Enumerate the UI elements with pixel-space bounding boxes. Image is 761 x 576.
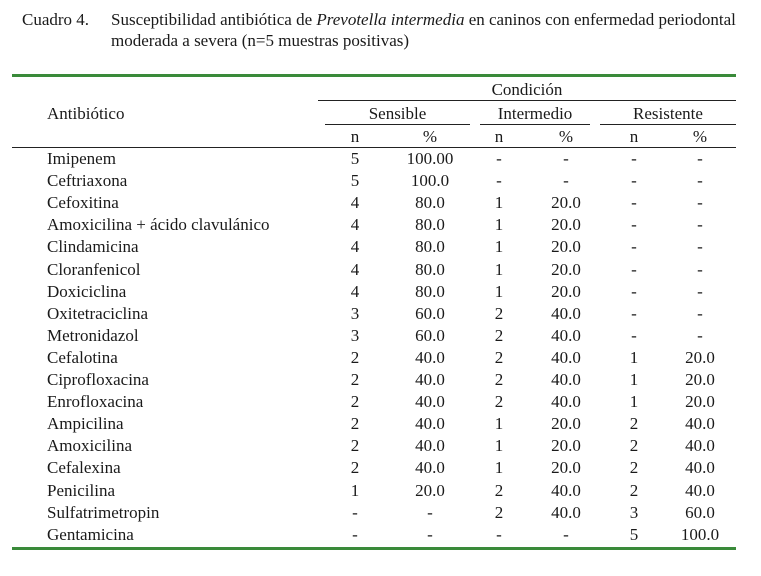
cell-n-resistente: 1 [629, 370, 639, 389]
cell-pct-intermedio: 20.0 [551, 215, 581, 234]
cell-n-sensible: 2 [350, 414, 360, 433]
cell-n-sensible: 1 [350, 481, 360, 500]
cell-pct-sensible: 40.0 [415, 348, 445, 367]
cell-n-intermedio: - [496, 525, 502, 544]
cell-n-resistente: 1 [629, 348, 639, 367]
row-antibiotic-name: Amoxicilina + ácido clavulánico [47, 215, 270, 234]
cell-n-intermedio: 1 [494, 414, 504, 433]
cell-pct-sensible: 60.0 [415, 326, 445, 345]
cell-n-intermedio: 2 [494, 392, 504, 411]
cell-n-resistente: - [631, 237, 637, 256]
cell-pct-intermedio: 20.0 [551, 282, 581, 301]
row-antibiotic-name: Clindamicina [47, 237, 139, 256]
caption-text-after: en caninos con enfermedad periodontal moderada a severa (n=5 muestras positivas) [111, 10, 736, 50]
row-antibiotic-name: Doxiciclina [47, 282, 127, 301]
cell-n-resistente: - [631, 215, 637, 234]
cell-pct-sensible: 100.0 [410, 171, 450, 190]
cell-pct-sensible: 100.00 [406, 149, 454, 168]
cell-pct-intermedio: - [563, 149, 569, 168]
cell-pct-sensible: 40.0 [415, 436, 445, 455]
cell-pct-resistente: 40.0 [685, 414, 715, 433]
cell-pct-intermedio: - [563, 171, 569, 190]
row-antibiotic-name: Ampicilina [47, 414, 124, 433]
cell-n-sensible: 5 [350, 171, 360, 190]
sub-pct-sensible: % [422, 127, 438, 146]
cell-pct-sensible: 80.0 [415, 282, 445, 301]
cell-n-intermedio: 1 [494, 215, 504, 234]
cell-pct-intermedio: 40.0 [551, 348, 581, 367]
cell-pct-resistente: 20.0 [685, 348, 715, 367]
caption-label: Cuadro 4. [22, 10, 90, 29]
cell-n-resistente: - [631, 326, 637, 345]
row-antibiotic-name: Amoxicilina [47, 436, 132, 455]
caption-species: Prevotella intermedia [316, 10, 465, 29]
cell-pct-sensible: - [427, 503, 433, 522]
cell-pct-resistente: 60.0 [685, 503, 715, 522]
cell-n-intermedio: 2 [494, 370, 504, 389]
cell-pct-resistente: 40.0 [685, 458, 715, 477]
cell-pct-resistente: - [697, 149, 703, 168]
header-antibiotic: Antibiótico [47, 104, 125, 123]
cell-n-intermedio: - [496, 149, 502, 168]
cell-pct-intermedio: 20.0 [551, 458, 581, 477]
cell-n-intermedio: 1 [494, 458, 504, 477]
cell-n-resistente: 5 [629, 525, 639, 544]
cell-pct-resistente: - [697, 260, 703, 279]
cell-pct-intermedio: 40.0 [551, 326, 581, 345]
cell-pct-sensible: 80.0 [415, 193, 445, 212]
cell-n-sensible: - [352, 525, 358, 544]
cell-n-sensible: 2 [350, 348, 360, 367]
cell-n-sensible: 4 [350, 237, 360, 256]
caption-text-before: Susceptibilidad antibiótica de [111, 10, 317, 29]
cell-pct-resistente: 100.0 [680, 525, 720, 544]
cell-pct-resistente: 40.0 [685, 481, 715, 500]
row-antibiotic-name: Sulfatrimetropin [47, 503, 160, 522]
row-antibiotic-name: Oxitetraciclina [47, 304, 149, 323]
row-antibiotic-name: Imipenem [47, 149, 116, 168]
cell-n-sensible: 2 [350, 370, 360, 389]
header-condition: Condición [491, 80, 563, 99]
cell-pct-sensible: 40.0 [415, 414, 445, 433]
group-intermedio: Intermedio [497, 104, 573, 123]
cell-pct-sensible: - [427, 525, 433, 544]
cell-pct-intermedio: - [563, 525, 569, 544]
cell-n-sensible: 5 [350, 149, 360, 168]
cell-n-sensible: 3 [350, 326, 360, 345]
cell-pct-resistente: - [697, 237, 703, 256]
cell-n-intermedio: 2 [494, 481, 504, 500]
cell-n-resistente: - [631, 171, 637, 190]
cell-n-intermedio: 1 [494, 260, 504, 279]
cell-pct-sensible: 80.0 [415, 237, 445, 256]
cell-pct-sensible: 40.0 [415, 370, 445, 389]
cell-pct-intermedio: 20.0 [551, 237, 581, 256]
cell-n-sensible: 4 [350, 215, 360, 234]
group-resistente: Resistente [633, 104, 703, 123]
cell-pct-sensible: 20.0 [415, 481, 445, 500]
cell-pct-resistente: - [697, 326, 703, 345]
cell-n-sensible: 4 [350, 282, 360, 301]
cell-n-intermedio: 2 [494, 304, 504, 323]
caption-text [111, 9, 751, 51]
cell-n-sensible: 2 [350, 436, 360, 455]
cell-pct-intermedio: 40.0 [551, 503, 581, 522]
row-antibiotic-name: Cloranfenicol [47, 260, 141, 279]
cell-n-resistente: 3 [629, 503, 639, 522]
cell-pct-intermedio: 40.0 [551, 392, 581, 411]
cell-n-resistente: - [631, 304, 637, 323]
cell-pct-resistente: - [697, 304, 703, 323]
cell-n-resistente: - [631, 260, 637, 279]
cell-n-intermedio: 2 [494, 503, 504, 522]
cell-n-resistente: - [631, 282, 637, 301]
cell-pct-sensible: 80.0 [415, 260, 445, 279]
resistente-underline [600, 124, 736, 125]
row-antibiotic-name: Penicilina [47, 481, 115, 500]
cell-pct-resistente: - [697, 171, 703, 190]
sub-n-resistente: n [629, 127, 639, 146]
cell-n-resistente: 2 [629, 436, 639, 455]
cell-n-intermedio: 2 [494, 348, 504, 367]
cell-pct-sensible: 60.0 [415, 304, 445, 323]
row-antibiotic-name: Enrofloxacina [47, 392, 144, 411]
cell-n-resistente: - [631, 149, 637, 168]
row-antibiotic-name: Ceftriaxona [47, 171, 128, 190]
cell-n-sensible: 4 [350, 193, 360, 212]
sensible-underline [325, 124, 470, 125]
cell-n-resistente: 2 [629, 414, 639, 433]
cell-n-intermedio: 1 [494, 282, 504, 301]
cell-pct-intermedio: 40.0 [551, 304, 581, 323]
group-sensible: Sensible [368, 104, 427, 123]
cell-pct-resistente: 40.0 [685, 436, 715, 455]
cell-pct-sensible: 80.0 [415, 215, 445, 234]
cell-pct-sensible: 40.0 [415, 392, 445, 411]
sub-n-intermedio: n [494, 127, 504, 146]
sub-n-sensible: n [350, 127, 360, 146]
cell-pct-resistente: - [697, 282, 703, 301]
cell-pct-resistente: - [697, 193, 703, 212]
cell-pct-intermedio: 20.0 [551, 414, 581, 433]
cell-n-sensible: 3 [350, 304, 360, 323]
row-antibiotic-name: Metronidazol [47, 326, 139, 345]
cell-pct-resistente: 20.0 [685, 370, 715, 389]
header-bottom-rule [12, 147, 736, 148]
intermedio-underline [480, 124, 590, 125]
cell-n-sensible: 2 [350, 458, 360, 477]
row-antibiotic-name: Ciprofloxacina [47, 370, 149, 389]
cell-pct-resistente: 20.0 [685, 392, 715, 411]
cell-pct-sensible: 40.0 [415, 458, 445, 477]
cell-n-intermedio: 1 [494, 193, 504, 212]
row-antibiotic-name: Cefoxitina [47, 193, 119, 212]
sub-pct-resistente: % [692, 127, 708, 146]
row-antibiotic-name: Gentamicina [47, 525, 134, 544]
cell-n-sensible: - [352, 503, 358, 522]
table-top-rule [12, 74, 736, 77]
cell-n-intermedio: 1 [494, 436, 504, 455]
cell-pct-intermedio: 40.0 [551, 481, 581, 500]
cell-n-intermedio: 2 [494, 326, 504, 345]
cell-n-resistente: 2 [629, 458, 639, 477]
cell-pct-intermedio: 40.0 [551, 370, 581, 389]
row-antibiotic-name: Cefalexina [47, 458, 121, 477]
cell-pct-intermedio: 20.0 [551, 436, 581, 455]
sub-pct-intermedio: % [558, 127, 574, 146]
condition-underline [318, 100, 736, 101]
cell-n-resistente: 1 [629, 392, 639, 411]
cell-n-intermedio: - [496, 171, 502, 190]
cell-pct-intermedio: 20.0 [551, 193, 581, 212]
cell-n-intermedio: 1 [494, 237, 504, 256]
cell-pct-resistente: - [697, 215, 703, 234]
cell-n-sensible: 2 [350, 392, 360, 411]
table-bottom-rule [12, 547, 736, 550]
cell-n-resistente: 2 [629, 481, 639, 500]
cell-pct-intermedio: 20.0 [551, 260, 581, 279]
cell-n-resistente: - [631, 193, 637, 212]
row-antibiotic-name: Cefalotina [47, 348, 118, 367]
cell-n-sensible: 4 [350, 260, 360, 279]
